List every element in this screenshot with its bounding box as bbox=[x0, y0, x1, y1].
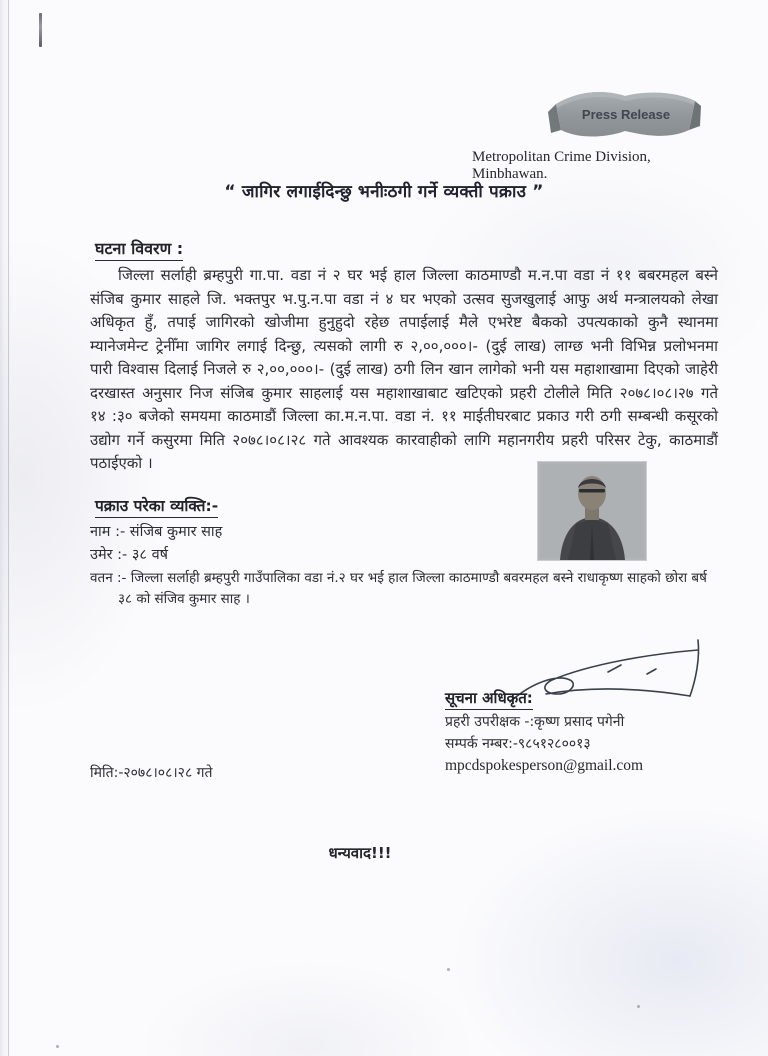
officer-name-line: प्रहरी उपरीक्षक -:कृष्ण प्रसाद पगेनी bbox=[445, 714, 625, 730]
email-line: mpcdspokesperson@gmail.com bbox=[445, 757, 644, 774]
person-silhouette-icon bbox=[538, 462, 646, 560]
incident-section-heading: घटना विवरण : bbox=[95, 237, 183, 261]
arrested-section-heading: पक्राउ परेका व्यक्ति:- bbox=[95, 494, 218, 518]
date-line: मिति:-२०७८।०८।२८ गते bbox=[90, 765, 213, 781]
arrested-name: नाम :- संजिब कुमार साह bbox=[90, 524, 223, 540]
incident-line: अधिकृत हुँ, तपाई जागिरको खोजीमा हुनुहुदो रहेछ तपाईलाई मैले एभरेष्ट बैकको उपत्यकाको कुनै स्थानमा bbox=[90, 313, 718, 331]
press-release-ribbon-icon bbox=[548, 86, 702, 148]
arrested-age: उमेर :- ३८ वर्ष bbox=[90, 547, 169, 563]
incident-line: पठाईएको । bbox=[90, 454, 153, 472]
thanks-line: धन्यवाद!!! bbox=[328, 844, 392, 862]
suspect-photo bbox=[538, 462, 646, 560]
arrested-address-line-2: ३८ को संजिव कुमार साह । bbox=[118, 591, 250, 607]
arrested-address-line-1: वतन :- जिल्ला सर्लाही ब्रम्हपुरी गाउँपालिका वडा नं.२ घर भई हाल जिल्ला काठमाण्डौ बवरमहल बस्ने राधाकृष्ण साहको छोरा बर्ष bbox=[90, 570, 707, 586]
incident-line: उद्योग गर्ने कसुरमा मिति २०७८।०८।२८ गते आवश्यक कारवाहीको लागि महानगरीय प्रहरी परिसर टेकु, काठमाडौं bbox=[90, 430, 718, 449]
press-release-label: Press Release bbox=[581, 107, 671, 122]
contact-number-line: सम्पर्क नम्बर:-९८५१२८००१३ bbox=[445, 736, 591, 752]
info-officer-heading: सूचना अधिकृत: bbox=[445, 688, 533, 710]
paper-edge-line bbox=[8, 0, 9, 1056]
document-title: “ जागिर लगाईदिन्छु भनीःठगी गर्ने व्यक्ती पक्राउ ” bbox=[224, 182, 544, 202]
incident-line: १४ :३० बजेको समयमा काठमाडौं जिल्ला का.म.न.पा. वडा नं. ११ माईतीघरबाट प्रकाउ गरी ठगी सम्बन्धी कसूरको bbox=[90, 407, 718, 425]
incident-paragraph bbox=[90, 264, 718, 476]
incident-line: म्यानेजमेन्ट ट्रेनीँमा जागिर लगाई दिन्छु, त्यसको लागी रु २,००,०००।- (दुई लाख) लाग्छ भनी विभिन्न प्रलोभनमा bbox=[90, 336, 718, 355]
scan-speck bbox=[637, 1005, 640, 1008]
incident-line: जिल्ला सर्लाही ब्रम्हपुरी गा.पा. वडा नं २ घर भई हाल जिल्ला काठमाण्डौ म.न.पा वडा नं ११ बबरमहल बस्ने bbox=[118, 266, 718, 284]
incident-line: दरखास्त अनुसार निज संजिब कुमार साहलाई यस महाशाखाबाट खटिएको प्रहरी टोलीले मिति २०७८।०८।२७ गते bbox=[90, 383, 718, 402]
incident-line: संजिब कुमार साहले जि. भक्तपुर भ.पु.न.पा वडा नं ४ घर भएको उत्सव सुजखुलाई आफु अर्थ मन्त्रालयको लेखा bbox=[90, 289, 718, 308]
scan-speck bbox=[447, 968, 450, 971]
organization-name: Metropolitan Crime Division, Minbhawan. bbox=[472, 149, 651, 182]
incident-line: पारी विश्वास दिलाई निजले रु २,००,०००।- (दुई लाख) ठगी लिन खान लागेको भनी यस महाशाखामा दिएको जाहेरी bbox=[90, 360, 718, 378]
staple-mark bbox=[39, 13, 42, 47]
scan-speck bbox=[56, 1045, 59, 1048]
